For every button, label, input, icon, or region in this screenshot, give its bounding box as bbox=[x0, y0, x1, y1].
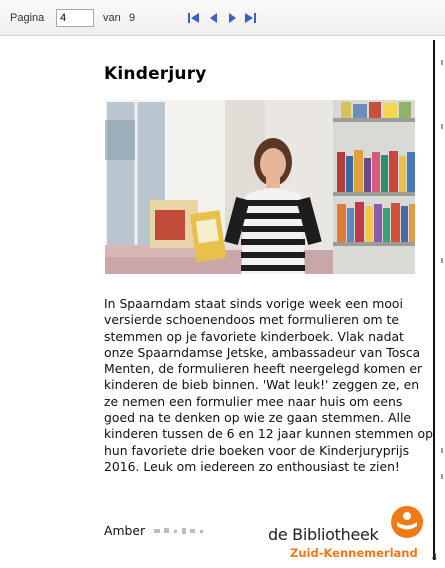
article-title: Kinderjury bbox=[104, 64, 207, 84]
photo-girl-in-library bbox=[105, 100, 415, 274]
page-number-input[interactable] bbox=[56, 9, 94, 27]
total-pages: 9 bbox=[129, 12, 136, 24]
of-label: van bbox=[103, 12, 121, 24]
next-page-icon bbox=[225, 12, 239, 24]
first-page-button[interactable] bbox=[187, 12, 201, 24]
first-page-icon bbox=[187, 12, 201, 24]
bibliotheek-logo-icon bbox=[390, 505, 424, 539]
scrollbar-track[interactable] bbox=[440, 40, 444, 560]
next-page-button[interactable] bbox=[225, 12, 239, 24]
last-page-icon bbox=[243, 12, 257, 24]
article-signature: Amber bbox=[104, 523, 146, 538]
page-number: 4 bbox=[432, 552, 438, 562]
last-page-button[interactable] bbox=[243, 12, 257, 24]
redacted-name bbox=[152, 526, 212, 536]
previous-page-button[interactable] bbox=[207, 12, 221, 24]
logo-name: de Bibliotheek bbox=[268, 525, 379, 544]
pdf-toolbar bbox=[0, 0, 445, 36]
page-label: Pagina bbox=[10, 12, 45, 24]
article-body: In Spaarndam staat sinds vorige week een mooi versierde schoenendoos met formulieren om te stemmen op je favoriete kinderboek. Vlak nadat onze Spaarndamse Jetske, ambassadeur van Tosca Menten, de formulieren heeft neergelegd komen er kinderen de bieb binnen. 'Wat leuk!' zeggen ze, en ze nemen een formulier mee naar huis om eens goed na te denken op wie ze gaan stemmen. Alle kinderen tussen de 6 en 12 jaar kunnen stemmen op hun favoriete drie boeken voor de Kinderjuryprijs 2016. Leuk om iedereen zo enthousiast te zien! bbox=[104, 296, 433, 474]
previous-page-icon bbox=[207, 12, 221, 24]
logo-subtitle: Zuid-Kennemerland bbox=[290, 546, 418, 560]
